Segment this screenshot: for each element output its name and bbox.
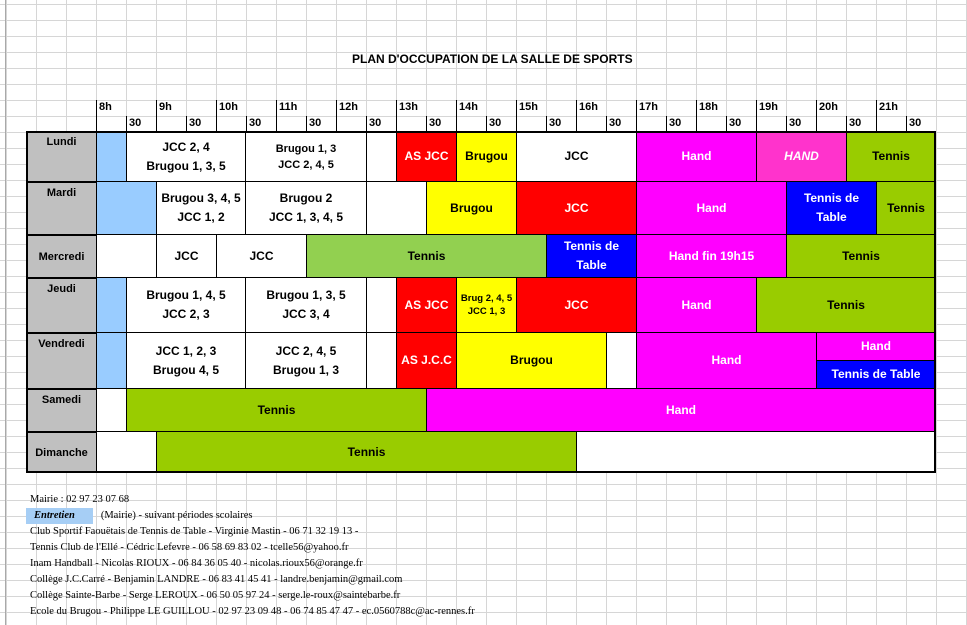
contact-mairie: Mairie : 02 97 23 07 68 — [30, 494, 130, 505]
half-hour-label: 30 — [309, 117, 322, 129]
slot-dimanche-empty — [96, 431, 157, 473]
hour-label: 9h — [159, 101, 172, 113]
slot-samedi-2: Hand — [426, 388, 936, 432]
slot-mardi-1: Brugou 3, 4, 5 JCC 1, 2 — [156, 181, 246, 235]
hour-label: 12h — [339, 101, 358, 113]
slot-vendredi-1: JCC 1, 2, 3 Brugou 4, 5 — [126, 332, 246, 389]
slot-lundi-2: Brugou 1, 3 JCC 2, 4, 5 — [245, 131, 367, 182]
slot-mardi-7: Tennis — [876, 181, 936, 235]
day-label-vendredi: Vendredi — [26, 333, 97, 389]
slot-mardi-2: Brugou 2 JCC 1, 3, 4, 5 — [245, 181, 367, 235]
half-hour-label: 30 — [489, 117, 502, 129]
entretien-label: Entretien — [26, 508, 93, 524]
slot-mercredi-6: Tennis — [786, 234, 936, 278]
day-label-mardi: Mardi — [26, 182, 97, 235]
slot-mardi-6: Tennis de Table — [786, 181, 877, 235]
slot-jeudi-7: Tennis — [756, 277, 936, 333]
slot-mardi-3: Brugou — [426, 181, 517, 235]
half-hour-label: 30 — [849, 117, 862, 129]
slot-lundi-4: Brugou — [456, 131, 517, 182]
contact-handball: Inam Handball - Nicolas RIOUX - 06 84 36 05 40 - nicolas.rioux56@orange.fr — [30, 558, 363, 569]
hour-label: 10h — [219, 101, 238, 113]
hour-label: 15h — [519, 101, 538, 113]
contact-ecole-brugou: Ecole du Brugou - Philippe LE GUILLOU - 02 97 23 09 48 - 06 74 85 47 47 - ec.0560788c@ac-rennes.fr — [30, 606, 475, 617]
hour-label: 20h — [819, 101, 838, 113]
hour-label: 16h — [579, 101, 598, 113]
slot-jeudi-6: Hand — [636, 277, 757, 333]
half-hour-label: 30 — [669, 117, 682, 129]
half-hour-label: 30 — [369, 117, 382, 129]
slot-dimanche-empty-2 — [576, 431, 936, 473]
half-hour-label: 30 — [249, 117, 262, 129]
title-text: PLAN D'OCCUPATION DE LA SALLE DE SPORTS — [352, 52, 633, 66]
slot-mardi-4: JCC — [516, 181, 637, 235]
slot-mercredi-1: JCC — [156, 234, 217, 278]
slot-lundi-7: HAND — [756, 131, 847, 182]
slot-lundi-3: AS JCC — [396, 131, 457, 182]
slot-mercredi-2: JCC — [216, 234, 307, 278]
slot-samedi-empty — [96, 388, 127, 432]
contact-college-carre: Collège J.C.Carré - Benjamin LANDRE - 06 83 41 45 41 - landre.benjamin@gmail.com — [30, 574, 403, 585]
contact-tennis-de-table: Club Sportif Faouëtais de Tennis de Table - Virginie Mastin - 06 71 32 19 13 - — [30, 526, 359, 537]
slot-mercredi-3: Tennis — [306, 234, 547, 278]
slot-jeudi-3: AS JCC — [396, 277, 457, 333]
slot-lundi-5: JCC — [516, 131, 637, 182]
day-label-jeudi: Jeudi — [26, 278, 97, 333]
slot-mercredi-5: Hand fin 19h15 — [636, 234, 787, 278]
half-hour-label: 30 — [789, 117, 802, 129]
slot-lundi-6: Hand — [636, 131, 757, 182]
slot-entretien — [96, 181, 157, 235]
day-label-mercredi: Mercredi — [26, 235, 97, 278]
slot-vendredi-4: Brugou — [456, 332, 607, 389]
slot-mardi-5: Hand — [636, 181, 787, 235]
day-label-samedi: Samedi — [26, 389, 97, 432]
slot-jeudi-2: Brugou 1, 3, 5 JCC 3, 4 — [245, 277, 367, 333]
slot-jeudi-5: JCC — [516, 277, 637, 333]
day-label-dimanche: Dimanche — [26, 432, 97, 473]
day-label-lundi: Lundi — [26, 131, 97, 182]
half-hour-label: 30 — [909, 117, 922, 129]
slot-entretien — [96, 277, 127, 333]
contact-tennis-club: Tennis Club de l'Ellé - Cédric Lefevre - 06 58 69 83 02 - tcelle56@yahoo.fr — [30, 542, 349, 553]
hour-label: 11h — [279, 101, 298, 113]
slot-dimanche-1: Tennis — [156, 431, 577, 473]
slot-vendredi-empty — [366, 332, 397, 389]
contacts-list — [30, 492, 475, 620]
half-hour-label: 30 — [129, 117, 142, 129]
half-hour-label: 30 — [189, 117, 202, 129]
slot-vendredi-empty-2 — [606, 332, 637, 389]
slot-vendredi-5: Hand — [636, 332, 817, 389]
slot-lundi-empty — [366, 131, 397, 182]
slot-mercredi-4: Tennis de Table — [546, 234, 637, 278]
slot-lundi-1: JCC 2, 4 Brugou 1, 3, 5 — [126, 131, 246, 182]
hour-label: 14h — [459, 101, 478, 113]
slot-mardi-empty — [366, 181, 427, 235]
half-hour-label: 30 — [549, 117, 562, 129]
half-hour-label: 30 — [609, 117, 622, 129]
slot-jeudi-1: Brugou 1, 4, 5 JCC 2, 3 — [126, 277, 246, 333]
hour-label: 21h — [879, 101, 898, 113]
slot-lundi-8: Tennis — [846, 131, 936, 182]
hour-label: 18h — [699, 101, 718, 113]
slot-entretien — [96, 332, 127, 389]
contact-college-sainte-barbe: Collège Sainte-Barbe - Serge LEROUX - 06 50 05 97 24 - serge.le-roux@saintebarbe.fr — [30, 590, 401, 601]
slot-mercredi-empty — [96, 234, 157, 278]
slot-entretien — [96, 131, 127, 182]
half-hour-label: 30 — [429, 117, 442, 129]
slot-jeudi-empty — [366, 277, 397, 333]
slot-vendredi-2: JCC 2, 4, 5 Brugou 1, 3 — [245, 332, 367, 389]
hour-label: 13h — [399, 101, 418, 113]
slot-jeudi-4: Brug 2, 4, 5 JCC 1, 3 — [456, 277, 517, 333]
hour-label: 17h — [639, 101, 658, 113]
slot-vendredi-6: Hand — [816, 332, 936, 361]
hour-label: 19h — [759, 101, 778, 113]
slot-samedi-1: Tennis — [126, 388, 427, 432]
slot-vendredi-3: AS J.C.C — [396, 332, 457, 389]
slot-vendredi-7: Tennis de Table — [816, 360, 936, 389]
half-hour-label: 30 — [729, 117, 742, 129]
entretien-text: (Mairie) - suivant périodes scolaires — [100, 510, 253, 521]
entretien-legend — [30, 508, 475, 524]
hour-label: 8h — [99, 101, 112, 113]
